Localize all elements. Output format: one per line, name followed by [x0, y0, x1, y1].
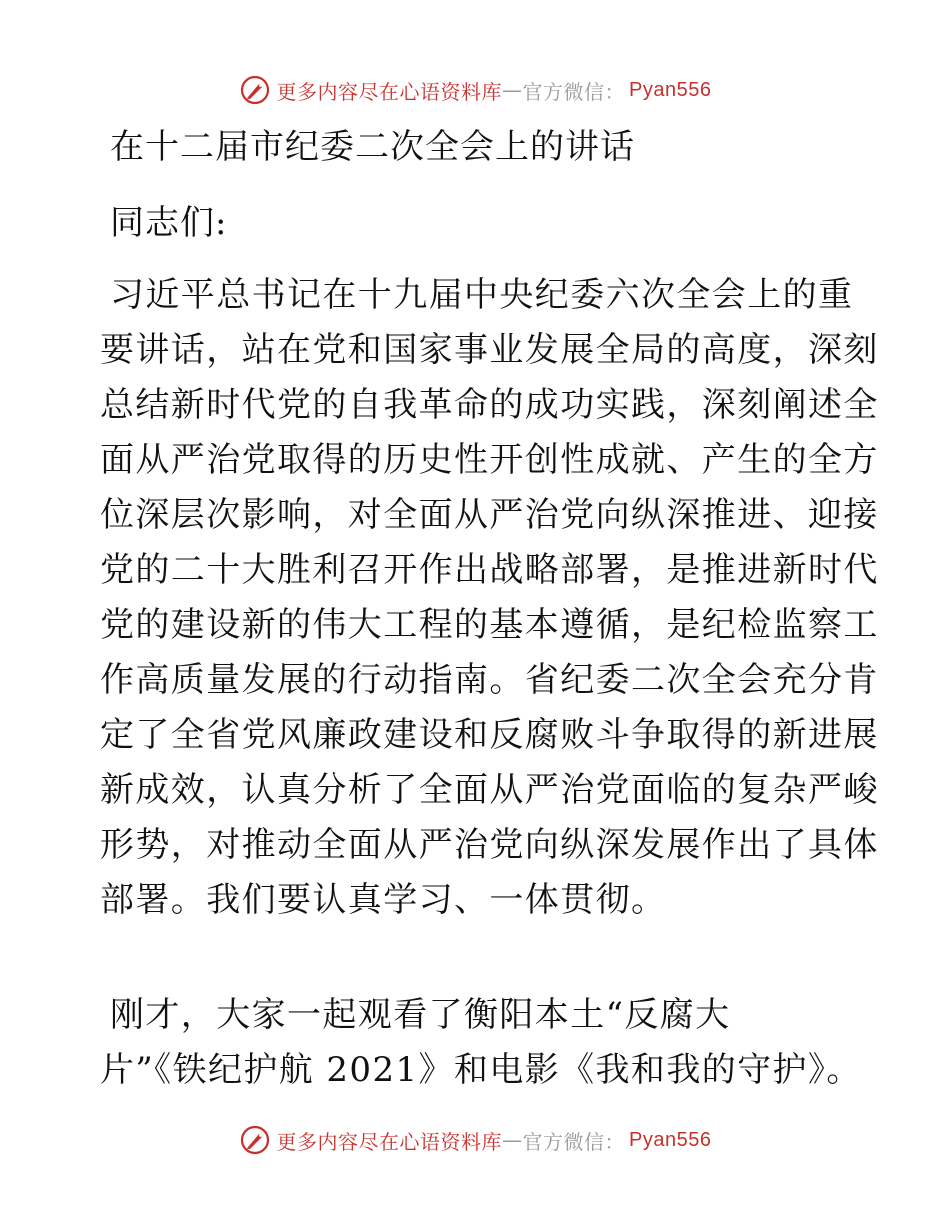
paragraph-line: 作高质量发展的行动指南。省纪委二次全会充分肯 [100, 660, 879, 700]
paragraph-line: 刚才，大家一起观看了衡阳本土“反腐大 [110, 995, 731, 1035]
paragraph-line: 定了全省党风廉政建设和反腐败斗争取得的新进展 [100, 715, 879, 755]
watermark-text: 更多内容尽在心语资料库 [276, 1129, 503, 1154]
watermark-official: 官方微信： [522, 1129, 626, 1154]
paragraph-line: 党的建设新的伟大工程的基本遵循，是纪检监察工 [100, 605, 879, 645]
paragraph-line: 要讲话，站在党和国家事业发展全局的高度，深刻 [100, 330, 879, 370]
paragraph-line: 党的二十大胜利召开作出战略部署，是推进新时代 [100, 550, 879, 590]
document-title: 在十二届市纪委二次全会上的讲话 [110, 127, 635, 167]
watermark-dash: — [502, 1128, 523, 1152]
paragraph-2 [100, 988, 862, 1098]
salutation: 同志们: [110, 203, 228, 243]
pen-nib-logo-icon [239, 1124, 271, 1156]
pen-nib-logo-icon [239, 74, 271, 106]
paragraph-line: 习近平总书记在十九届中央纪委六次全会上的重 [110, 275, 854, 315]
paragraph-line: 部署。我们要认真学习、一体贯彻。 [100, 880, 667, 920]
paragraph-1 [100, 268, 879, 928]
watermark-dash: — [502, 78, 523, 102]
paragraph-line: 形势，对推动全面从严治党向纵深发展作出了具体 [100, 825, 879, 865]
header-watermark [0, 70, 950, 110]
watermark-wechat-id: Pyan556 [629, 78, 712, 101]
footer-watermark [0, 1120, 950, 1160]
watermark-wechat-id: Pyan556 [629, 1128, 712, 1151]
watermark-official: 官方微信： [522, 79, 626, 104]
paragraph-line: 总结新时代党的自我革命的成功实践，深刻阐述全 [100, 385, 879, 425]
paragraph-line: 位深层次影响，对全面从严治党向纵深推进、迎接 [100, 495, 879, 535]
paragraph-line: 面从严治党取得的历史性开创性成就、产生的全方 [100, 440, 879, 480]
paragraph-line: 新成效，认真分析了全面从严治党面临的复杂严峻 [100, 770, 879, 810]
paragraph-line: 片”《铁纪护航 2021》和电影《我和我的守护》。 [100, 1050, 862, 1090]
watermark-text: 更多内容尽在心语资料库 [276, 79, 503, 104]
